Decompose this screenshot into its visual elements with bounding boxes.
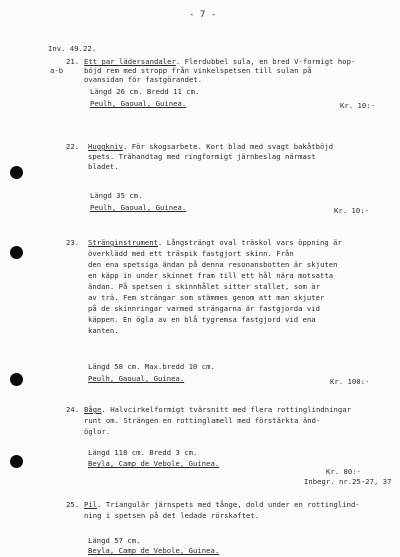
entry-note: Inbegr. nr.25-27, 37	[304, 477, 392, 486]
entry-description: käppen. En ögla av en blå tygremsa fastgjord vid ena	[88, 315, 316, 324]
entry-title: Stränginstrument	[88, 238, 159, 247]
entry-measurements: Längd 118 cm. Bredd 3 cm.	[88, 448, 198, 457]
entry-number: 22.	[66, 142, 80, 151]
entry-number: 21.	[66, 57, 80, 66]
entry-number: 25.	[66, 500, 80, 509]
entry-description: . För skogsarbete. Kort blad med svagt bakåtböjd	[123, 142, 334, 151]
entry-description: öglor.	[84, 427, 111, 436]
entry-title: Ett par lädersandaler	[84, 57, 176, 66]
entry-measurements: Längd 26 cm. Bredd 11 cm.	[90, 87, 200, 96]
entry-price: Kr. 80:-	[326, 467, 362, 476]
entry-price: Kr. 10:-	[340, 101, 376, 110]
entry-description: ändan. På spetsen i skinnhålet sitter stallet, som är	[88, 282, 320, 291]
entry-measurements: Längd 58 cm. Max.bredd 10 cm.	[88, 362, 215, 371]
entry-description: spets. Trähandtag med ringformigt järnbeslag närmast	[88, 152, 316, 161]
punch-hole	[10, 455, 23, 468]
punch-hole	[10, 373, 23, 386]
entry-measurements: Längd 35 cm.	[90, 191, 143, 200]
entry-description: ovansidan för fastgörandet.	[84, 75, 203, 84]
entry-number: 24.	[66, 405, 80, 414]
entry-description: den ena spetsiga ändan på denna resonansbotten är skjuten	[88, 260, 338, 269]
entry-source: Peulh, Gaoual, Guinea.	[88, 374, 185, 383]
entry-source: Peulh, Gaoual, Guinea.	[90, 99, 187, 108]
entry-title: Båge	[84, 405, 102, 414]
page-number: - 7 -	[189, 10, 217, 20]
entry-title: Huggkniv	[88, 142, 124, 151]
punch-hole	[10, 246, 23, 259]
entry-description: böjd rem med stropp från vinkelspetsen till sulan på	[84, 66, 312, 75]
entry-measurements: Längd 57 cm.	[88, 536, 141, 545]
entry-description: en käpp in under skinnet fram till ett hål nära motsatta	[88, 271, 334, 280]
entry-price: Kr. 10:-	[334, 206, 370, 215]
entry-description: . Triangulär järnspets med tånge, dold under en rottinglind-	[97, 500, 360, 509]
entry-title: Pil	[84, 500, 98, 509]
entry-number: 23.	[66, 238, 80, 247]
inventory-prefix: Inv. 49.22.	[48, 44, 97, 53]
entry-description: . Halvcirkelformigt tvärsnitt med flera rottinglindningar	[101, 405, 352, 414]
entry-description: av trä. Fem strängar som stämmes genom att man skjuter	[88, 293, 325, 302]
entry-description: . Långsträngt oval träskol vars öppning är	[158, 238, 342, 247]
entry-source: Beyla, Camp de Vebole, Guinea.	[88, 459, 220, 468]
entry-description: överklädd med ett träspik fastgjort skinn. Från	[88, 249, 294, 258]
entry-description: bladet.	[88, 162, 119, 171]
entry-description: . Flerdubbel sula, en bred V-formigt hop-	[175, 57, 356, 66]
entry-description: ning i spetsen på det ledade rörskaftet.	[84, 511, 260, 520]
punch-hole	[10, 166, 23, 179]
entry-price: Kr. 100:-	[330, 377, 370, 386]
entry-description: på de skinnringar varmed strängarna är fastgjorda vid	[88, 304, 320, 313]
entry-source: Peulh, Gaoual, Guinea.	[90, 203, 187, 212]
entry-subnumber: a-b	[50, 66, 64, 75]
entry-description: kanten.	[88, 326, 119, 335]
entry-description: runt om. Strängen en rottinglamell med förstärkta änd-	[84, 416, 321, 425]
entry-source: Beyla, Camp de Vebole, Guinea.	[88, 546, 220, 555]
